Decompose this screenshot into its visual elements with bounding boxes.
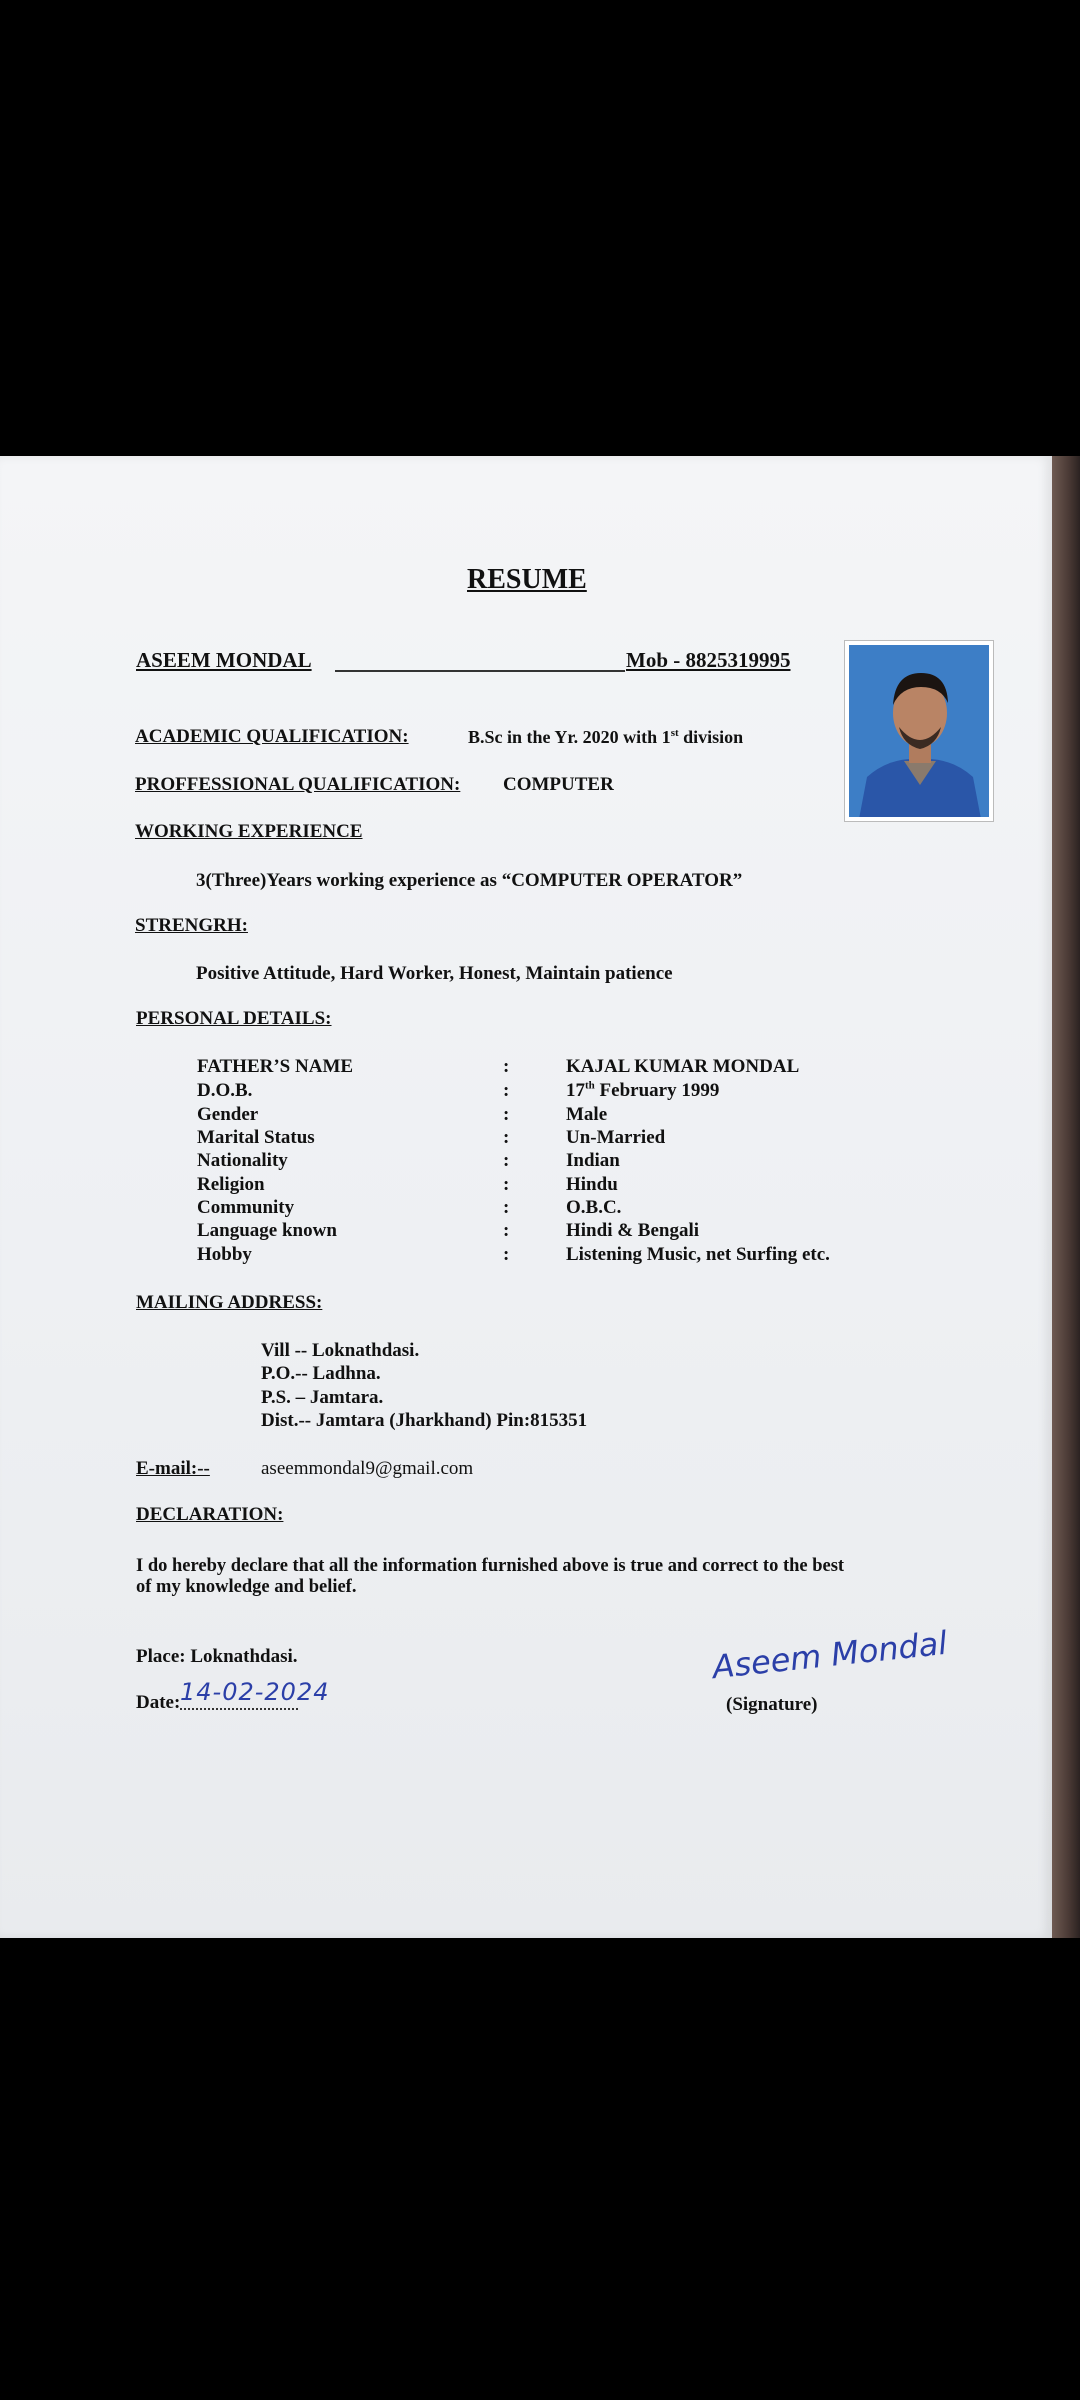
personal-colon: : — [503, 1197, 510, 1218]
personal-key-community: Community — [197, 1197, 295, 1218]
personal-key-dob: D.O.B. — [197, 1080, 253, 1101]
academic-value: B.Sc in the Yr. 2020 with 1st division — [468, 727, 744, 747]
academic-label: ACADEMIC QUALIFICATION: — [135, 726, 409, 747]
personal-colon: : — [503, 1220, 510, 1241]
mailing-line: P.S. – Jamtara. — [261, 1387, 384, 1408]
mobile-number: Mob - 8825319995 — [626, 648, 791, 672]
personal-colon: : — [503, 1150, 510, 1171]
personal-value-religion: Hindu — [566, 1174, 618, 1195]
signature-handwritten: Aseem Mondal — [710, 1623, 949, 1687]
candidate-name: ASEEM MONDAL — [136, 648, 312, 672]
personal-colon: : — [503, 1174, 510, 1195]
paper-edge-background — [1052, 456, 1080, 1938]
personal-key-language: Language known — [197, 1220, 337, 1241]
personal-value-father: KAJAL KUMAR MONDAL — [566, 1056, 800, 1077]
personal-value-nationality: Indian — [566, 1150, 620, 1171]
personal-value-hobby: Listening Music, net Surfing etc. — [566, 1244, 830, 1265]
personal-colon: : — [503, 1127, 510, 1148]
declaration-line: of my knowledge and belief. — [136, 1577, 357, 1597]
personal-key-marital: Marital Status — [197, 1127, 315, 1148]
place-text: Place: Loknathdasi. — [136, 1646, 298, 1667]
date-label: Date: — [136, 1692, 181, 1713]
personal-colon: : — [503, 1080, 510, 1101]
photo-image — [849, 645, 989, 817]
email-label: E-mail:-- — [136, 1458, 210, 1479]
personal-colon: : — [503, 1056, 510, 1077]
personal-key-hobby: Hobby — [197, 1244, 252, 1265]
date-dotted-line — [180, 1708, 298, 1710]
personal-key-nationality: Nationality — [197, 1150, 288, 1171]
work-value: 3(Three)Years working experience as “COMPUTER OPERATOR” — [196, 870, 743, 891]
email-value: aseemmondal9@gmail.com — [261, 1458, 474, 1479]
mailing-line: P.O.-- Ladhna. — [261, 1363, 381, 1384]
mailing-label: MAILING ADDRESS: — [136, 1292, 323, 1313]
work-label: WORKING EXPERIENCE — [135, 821, 363, 842]
personal-key-gender: Gender — [197, 1104, 259, 1125]
resume-title: RESUME — [467, 564, 587, 595]
personal-value-marital: Un-Married — [566, 1127, 666, 1148]
professional-value: COMPUTER — [503, 774, 614, 795]
personal-label: PERSONAL DETAILS: — [136, 1008, 332, 1029]
signature-label: (Signature) — [726, 1694, 818, 1715]
declaration-line: I do hereby declare that all the information furnished above is true and correct to the best — [136, 1556, 845, 1576]
professional-label: PROFFESSIONAL QUALIFICATION: — [135, 774, 461, 795]
personal-colon: : — [503, 1104, 510, 1125]
personal-key-father: FATHER’S NAME — [197, 1056, 354, 1077]
strength-value: Positive Attitude, Hard Worker, Honest, Maintain patience — [196, 963, 673, 984]
strength-label: STRENGRH: — [135, 915, 248, 936]
personal-value-community: O.B.C. — [566, 1197, 622, 1218]
declaration-label: DECLARATION: — [136, 1504, 284, 1525]
date-handwritten: 14-02-2024 — [180, 1678, 330, 1706]
profile-photo — [844, 640, 994, 822]
personal-value-dob: 17th February 1999 — [566, 1079, 720, 1101]
personal-value-language: Hindi & Bengali — [566, 1220, 700, 1241]
personal-colon: : — [503, 1244, 510, 1265]
mailing-line: Dist.-- Jamtara (Jharkhand) Pin:815351 — [261, 1410, 588, 1431]
mailing-line: Vill -- Loknathdasi. — [261, 1340, 420, 1361]
personal-value-gender: Male — [566, 1104, 608, 1125]
name-rule — [335, 670, 625, 672]
personal-key-religion: Religion — [197, 1174, 265, 1195]
